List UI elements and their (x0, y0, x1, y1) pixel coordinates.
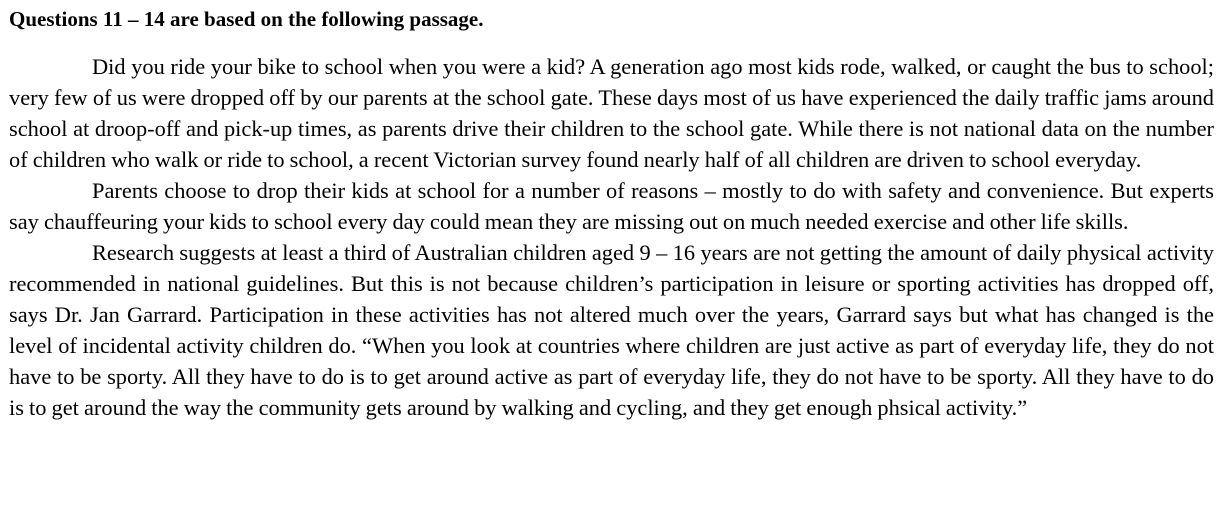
paragraph-2: Parents choose to drop their kids at school for a number of reasons – mostly to do with safety and convenience. But experts say chauffeuring your kids to school every day could mean they are missing out on much needed exercise and other life skills. (9, 178, 1214, 234)
paragraph-1: Did you ride your bike to school when you were a kid? A generation ago most kids rode, walked, or caught the bus to school; very few of us were dropped off by our parents at the school gate. These days most of us have experienced the daily traffic jams around school at droop-off and pick-up times, as parents drive their children to the school gate. While there is not national data on the number of children who walk or ride to school, a recent Victorian survey found nearly half of all children are driven to school everyday. (9, 54, 1214, 172)
document-page (9, 0, 1214, 423)
paragraph-3: Research suggests at least a third of Australian children aged 9 – 16 years are not getting the amount of daily physical activity recommended in national guidelines. But this is not because children’s participation in leisure or sporting activities has dropped off, says Dr. Jan Garrard. Participation in these activities has not altered much over the years, Garrard says but what has changed is the level of incidental activity children do. “When you look at countries where children are just active as part of everyday life, they do not have to be sporty. All they have to do is to get around active as part of everyday life, they do not have to be sporty. All they have to do is to get around the way the community gets around by walking and cycling, and they get enough phsical activity.” (9, 240, 1214, 420)
passage-body (9, 51, 1214, 423)
passage-heading: Questions 11 – 14 are based on the following passage. (9, 7, 484, 31)
